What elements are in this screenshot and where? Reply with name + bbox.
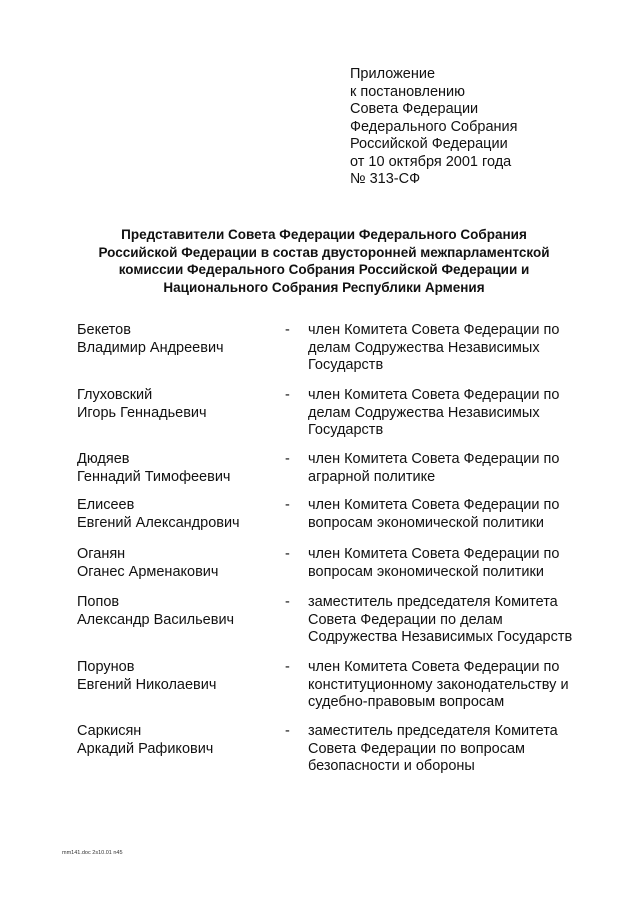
member-surname: Елисеев (77, 497, 135, 513)
member-name (77, 659, 277, 694)
member-role-line: аграрной политике (308, 468, 436, 485)
appendix-line: Совета Федерации (350, 101, 479, 117)
member-surname: Саркисян (77, 723, 142, 739)
member-role-line: конституционному законодательству и (308, 676, 569, 693)
title-line: Национального Собрания Республики Армения (163, 279, 485, 295)
separator-dash: - (285, 546, 290, 562)
member-given-names: Оганес Арменакович (77, 563, 219, 580)
separator-dash: - (285, 451, 290, 467)
member-name (77, 497, 277, 532)
appendix-line: Федерального Собрания (350, 118, 518, 135)
member-name (77, 723, 277, 758)
member-role-line: вопросам экономической политики (308, 563, 544, 580)
member-role-line: член Комитета Совета Федерации по (308, 451, 560, 467)
file-footer: mm141.doc 2s10.01 n45 (62, 850, 123, 856)
member-role-line: безопасности и обороны (308, 758, 475, 774)
member-role-line: член Комитета Совета Федерации по (308, 387, 560, 403)
separator-dash: - (285, 659, 290, 675)
separator-dash: - (285, 387, 290, 403)
title-line: комиссии Федерального Собрания Российской Федерации и (118, 262, 530, 277)
member-name (77, 322, 277, 357)
member-surname: Глуховский (77, 387, 153, 403)
member-role (308, 451, 608, 486)
member-name (77, 594, 277, 629)
member-role (308, 723, 608, 776)
member-role-line: Содружества Независимых Государств (308, 629, 573, 645)
member-role-line: Государств (308, 422, 384, 438)
appendix-line: Приложение (350, 66, 436, 82)
member-given-names: Александр Васильевич (77, 611, 235, 628)
member-surname: Бекетов (77, 322, 131, 338)
member-name (77, 546, 277, 581)
appendix-line: к постановлению (350, 83, 466, 100)
member-given-names: Евгений Николаевич (77, 676, 217, 693)
member-name (77, 387, 277, 422)
appendix-line: № 313-СФ (350, 171, 421, 187)
appendix-line: Российской Федерации (350, 136, 508, 152)
member-surname: Дюдяев (77, 451, 130, 467)
member-role-line: Совета Федерации по делам (308, 611, 503, 628)
member-surname: Попов (77, 594, 120, 610)
member-surname: Оганян (77, 546, 126, 562)
title-line: Российской Федерации в состав двусторонней межпарламентской (98, 244, 550, 260)
member-given-names: Игорь Геннадьевич (77, 404, 207, 421)
appendix-line: от 10 октября 2001 года (350, 153, 512, 170)
member-role-line: судебно-правовым вопросам (308, 694, 505, 710)
member-role-line: делам Содружества Независимых (308, 339, 540, 356)
member-role-line: делам Содружества Независимых (308, 404, 540, 421)
member-given-names: Владимир Андреевич (77, 339, 224, 356)
member-role-line: член Комитета Совета Федерации по (308, 322, 560, 338)
member-given-names: Геннадий Тимофеевич (77, 468, 231, 485)
member-role (308, 594, 608, 647)
title-line: Представители Совета Федерации Федерального Собрания (121, 227, 527, 242)
member-name (77, 451, 277, 486)
member-role (308, 659, 608, 712)
member-role-line: заместитель председателя Комитета (308, 594, 558, 610)
member-role-line: член Комитета Совета Федерации по (308, 497, 560, 513)
member-role (308, 387, 608, 440)
member-surname: Порунов (77, 659, 135, 675)
member-given-names: Евгений Александрович (77, 514, 240, 531)
separator-dash: - (285, 594, 290, 610)
member-role-line: вопросам экономической политики (308, 514, 544, 531)
member-role (308, 546, 608, 581)
separator-dash: - (285, 723, 290, 739)
member-given-names: Аркадий Рафикович (77, 740, 214, 757)
member-role-line: Совета Федерации по вопросам (308, 740, 525, 757)
member-role (308, 497, 608, 532)
member-role-line: Государств (308, 357, 384, 373)
member-role-line: член Комитета Совета Федерации по (308, 659, 560, 675)
member-role-line: член Комитета Совета Федерации по (308, 546, 560, 562)
member-role-line: заместитель председателя Комитета (308, 723, 558, 739)
member-role (308, 322, 608, 375)
separator-dash: - (285, 497, 290, 513)
separator-dash: - (285, 322, 290, 338)
